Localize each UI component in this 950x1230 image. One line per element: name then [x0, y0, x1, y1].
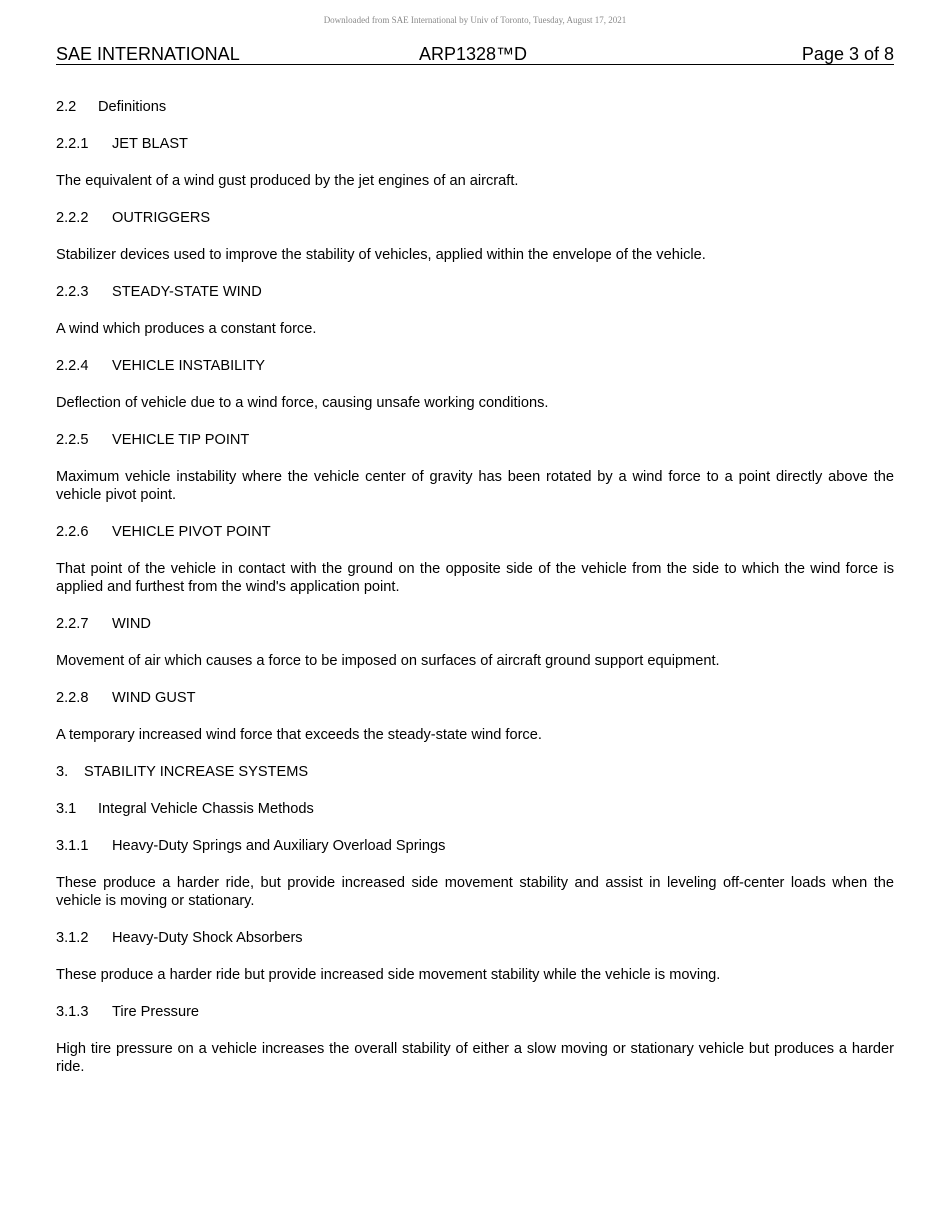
section-number: 2.2.5: [56, 432, 89, 448]
section-heading: [56, 689, 894, 707]
section-heading: [56, 135, 894, 153]
section-heading: [56, 837, 894, 855]
section-heading: [56, 615, 894, 633]
section-title: Heavy-Duty Springs and Auxiliary Overload Springs: [112, 838, 446, 854]
definition-paragraph: Maximum vehicle instability where the vehicle center of gravity has been rotated by a wind force to a point directly above the vehicle pivot point.: [56, 469, 894, 503]
section-number: 3.1: [56, 801, 77, 817]
section-heading: [56, 431, 894, 449]
section-title: Definitions: [98, 99, 167, 115]
section-number: 2.2.1: [56, 136, 89, 152]
section-heading: [56, 357, 894, 375]
section-number: 2.2.8: [56, 690, 89, 706]
section-heading: [56, 209, 894, 227]
section-title: JET BLAST: [112, 136, 188, 152]
section-number: 2.2.3: [56, 284, 89, 300]
download-watermark: Downloaded from SAE International by Univ of Toronto, Tuesday, August 17, 2021: [323, 15, 627, 25]
definition-paragraph: The equivalent of a wind gust produced by the jet engines of an aircraft.: [56, 173, 519, 189]
definition-paragraph: These produce a harder ride, but provide increased side movement stability and assist in leveling off-center loads when the vehicle is moving or stationary.: [56, 875, 894, 909]
section-number: 2.2.4: [56, 358, 89, 374]
section-title: WIND: [112, 616, 151, 632]
section-heading: [56, 800, 894, 818]
definition-paragraph: Deflection of vehicle due to a wind force, causing unsafe working conditions.: [56, 395, 549, 411]
section-heading: [56, 283, 894, 301]
section-heading: [56, 929, 894, 947]
section-title: VEHICLE PIVOT POINT: [112, 524, 271, 540]
section-title: STEADY-STATE WIND: [112, 284, 262, 300]
section-title: VEHICLE TIP POINT: [112, 432, 250, 448]
section-title: OUTRIGGERS: [112, 210, 211, 226]
page-header: [56, 44, 894, 65]
definition-paragraph: That point of the vehicle in contact with the ground on the opposite side of the vehicle from the side to which the wind force is applied and furthest from the wind's application point.: [56, 561, 894, 595]
section-heading: [56, 763, 894, 781]
page-number: Page 3 of 8: [801, 44, 894, 64]
definition-paragraph: These produce a harder ride but provide increased side movement stability while the vehicle is moving.: [56, 967, 721, 983]
section-title: VEHICLE INSTABILITY: [112, 358, 266, 374]
section-heading: [56, 98, 894, 116]
section-number: 2.2: [56, 99, 77, 115]
section-number: 2.2.6: [56, 524, 89, 540]
section-number: 3.1.2: [56, 930, 89, 946]
section-heading: [56, 523, 894, 541]
section-number: 3.1.3: [56, 1004, 89, 1020]
definition-paragraph: A wind which produces a constant force.: [56, 321, 317, 337]
section-title: Tire Pressure: [112, 1004, 200, 1020]
section-title: WIND GUST: [112, 690, 196, 706]
section-title: Integral Vehicle Chassis Methods: [98, 801, 314, 817]
document-body: [56, 98, 894, 1095]
section-number: 3.: [56, 764, 69, 780]
section-number: 2.2.2: [56, 210, 89, 226]
section-title: STABILITY INCREASE SYSTEMS: [84, 764, 309, 780]
document-number: ARP1328™D: [419, 44, 528, 64]
section-heading: [56, 1003, 894, 1021]
definition-paragraph: Stabilizer devices used to improve the stability of vehicles, applied within the envelope of the vehicle.: [56, 247, 706, 263]
section-title: Heavy-Duty Shock Absorbers: [112, 930, 303, 946]
section-number: 2.2.7: [56, 616, 89, 632]
section-number: 3.1.1: [56, 838, 89, 854]
definition-paragraph: Movement of air which causes a force to be imposed on surfaces of aircraft ground support equipment.: [56, 653, 720, 669]
definition-paragraph: A temporary increased wind force that exceeds the steady-state wind force.: [56, 727, 542, 743]
definition-paragraph: High tire pressure on a vehicle increases the overall stability of either a slow moving or stationary vehicle but produces a harder ride.: [56, 1041, 894, 1075]
publisher-name: SAE INTERNATIONAL: [56, 44, 240, 64]
